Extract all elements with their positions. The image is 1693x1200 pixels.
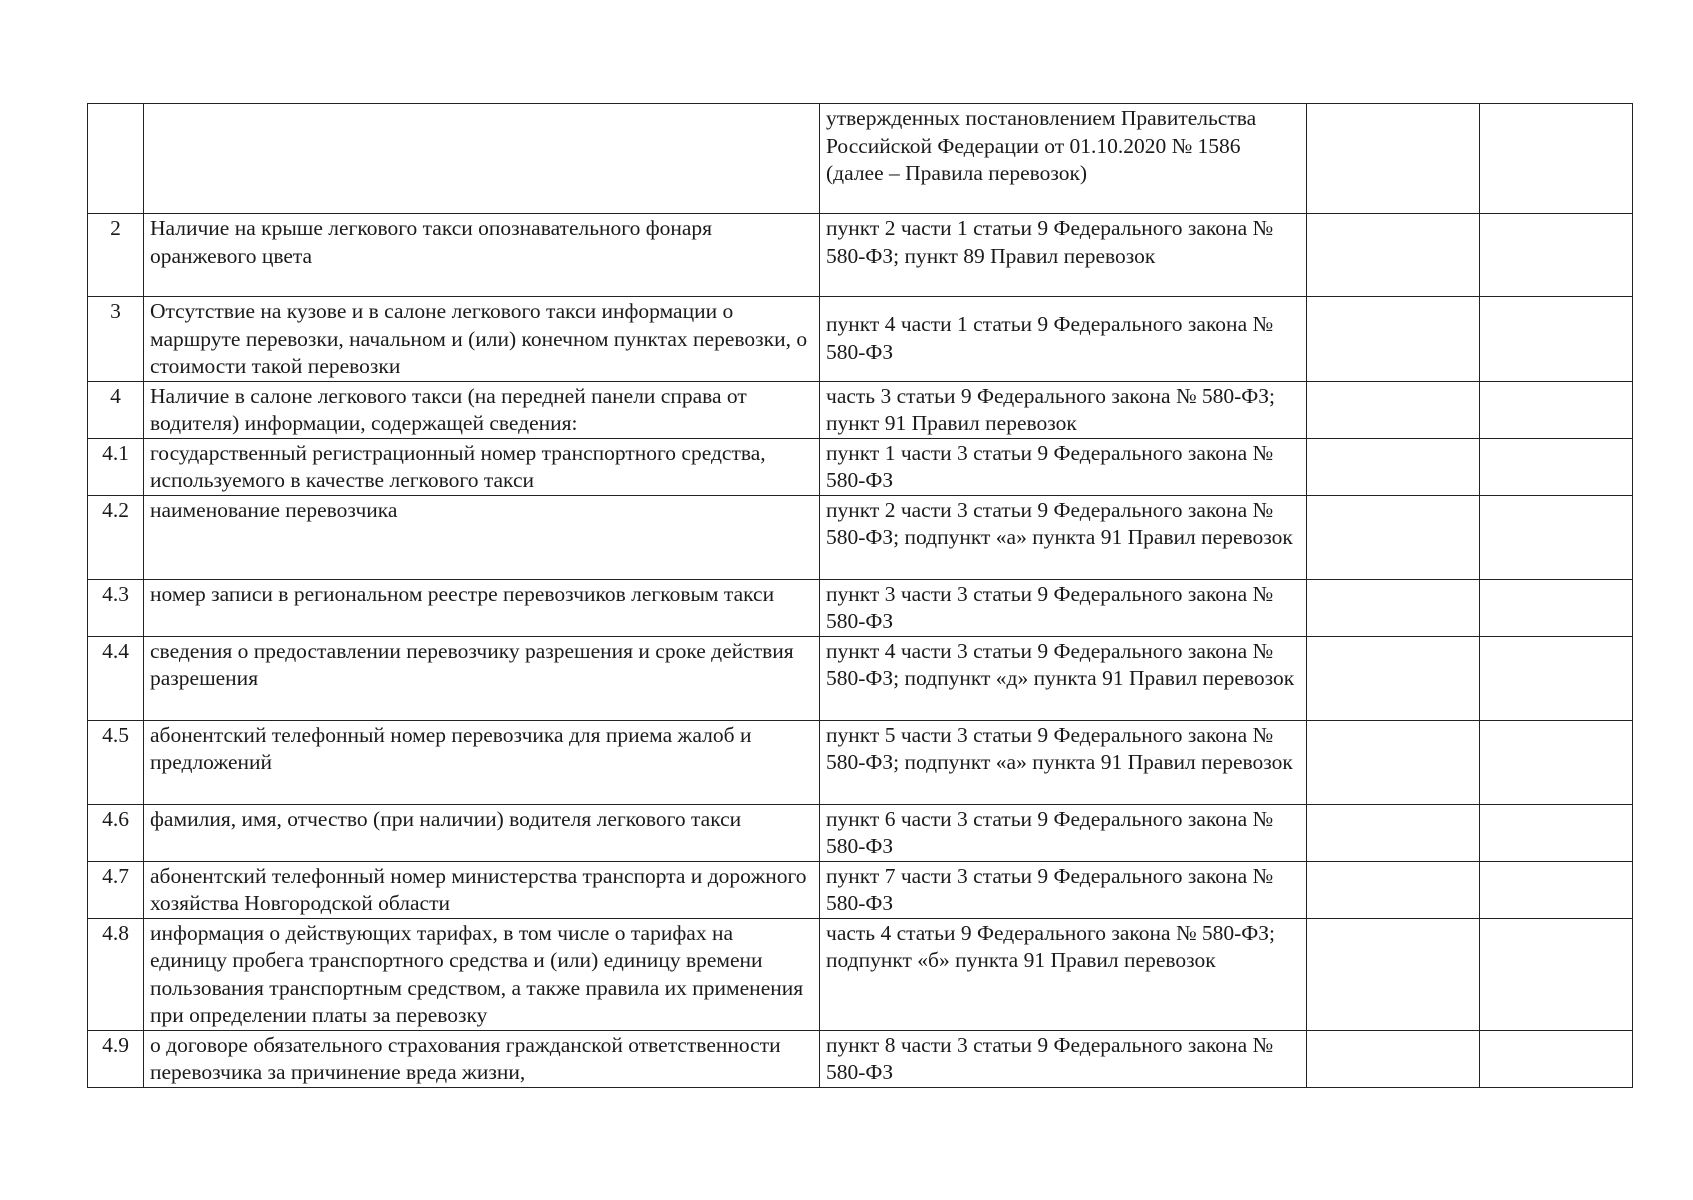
empty-cell [1307, 104, 1480, 214]
requirement-cell: Отсутствие на кузове и в салоне легкового такси информации о маршруте перевозки, начальном и (или) конечном пунктах перевозки, о стоимости такой перевозки [144, 297, 820, 382]
empty-cell [1480, 861, 1633, 918]
requirement-cell: номер записи в региональном реестре перевозчиков легковым такси [144, 579, 820, 636]
table-row [88, 579, 1633, 636]
table-row [88, 720, 1633, 804]
row-number: 4.2 [88, 495, 144, 579]
row-number: 4.1 [88, 438, 144, 495]
requirement-cell: абонентский телефонный номер перевозчика для приема жалоб и предложений [144, 720, 820, 804]
table-row [88, 861, 1633, 918]
row-number: 4.6 [88, 804, 144, 861]
table-row [88, 297, 1633, 382]
table-row [88, 804, 1633, 861]
empty-cell [1480, 214, 1633, 297]
empty-cell [1480, 636, 1633, 720]
table-row [88, 495, 1633, 579]
requirement-cell: сведения о предоставлении перевозчику разрешения и сроке действия разрешения [144, 636, 820, 720]
legal-reference-cell: часть 3 статьи 9 Федерального закона № 580-ФЗ; пункт 91 Правил перевозок [820, 381, 1307, 438]
empty-cell [1307, 918, 1480, 1030]
empty-cell [1480, 720, 1633, 804]
empty-cell [1480, 579, 1633, 636]
legal-reference-cell: пункт 5 части 3 статьи 9 Федерального закона № 580-ФЗ; подпункт «а» пункта 91 Правил перевозок [820, 720, 1307, 804]
legal-reference-cell: пункт 4 части 3 статьи 9 Федерального закона № 580-ФЗ; подпункт «д» пункта 91 Правил перевозок [820, 636, 1307, 720]
empty-cell [1480, 297, 1633, 382]
table-row [88, 214, 1633, 297]
empty-cell [1307, 861, 1480, 918]
empty-cell [1307, 1030, 1480, 1087]
empty-cell [1480, 918, 1633, 1030]
table-row [88, 438, 1633, 495]
empty-cell [1480, 804, 1633, 861]
requirement-cell: государственный регистрационный номер транспортного средства, используемого в качестве легкового такси [144, 438, 820, 495]
legal-reference-cell: пункт 8 части 3 статьи 9 Федерального закона № 580-ФЗ [820, 1030, 1307, 1087]
requirement-cell: абонентский телефонный номер министерства транспорта и дорожного хозяйства Новгородской области [144, 861, 820, 918]
row-number: 3 [88, 297, 144, 382]
row-number: 4.3 [88, 579, 144, 636]
requirement-cell: фамилия, имя, отчество (при наличии) водителя легкового такси [144, 804, 820, 861]
row-number: 4.7 [88, 861, 144, 918]
empty-cell [1480, 438, 1633, 495]
requirement-cell: Наличие на крыше легкового такси опознавательного фонаря оранжевого цвета [144, 214, 820, 297]
empty-cell [1307, 381, 1480, 438]
empty-cell [1480, 381, 1633, 438]
empty-cell [1307, 438, 1480, 495]
row-number: 4.9 [88, 1030, 144, 1087]
empty-cell [1307, 720, 1480, 804]
legal-reference-cell: утвержденных постановлением Правительства Российской Федерации от 01.10.2020 № 1586 (далее – Правила перевозок) [820, 104, 1307, 214]
row-number: 4 [88, 381, 144, 438]
legal-reference-cell: пункт 2 части 1 статьи 9 Федерального закона № 580-ФЗ; пункт 89 Правил перевозок [820, 214, 1307, 297]
legal-reference-cell: пункт 1 части 3 статьи 9 Федерального закона № 580-ФЗ [820, 438, 1307, 495]
requirement-cell: информация о действующих тарифах, в том числе о тарифах на единицу пробега транспортного средства и (или) единицу времени пользования транспортным средством, а также правила их применения при определении платы за перевозку [144, 918, 820, 1030]
table-row [88, 104, 1633, 214]
row-number: 2 [88, 214, 144, 297]
table-row [88, 381, 1633, 438]
requirement-cell [144, 104, 820, 214]
legal-reference-cell: пункт 4 части 1 статьи 9 Федерального закона № 580-ФЗ [820, 297, 1307, 382]
requirement-cell: наименование перевозчика [144, 495, 820, 579]
empty-cell [1480, 495, 1633, 579]
empty-cell [1480, 1030, 1633, 1087]
requirements-table [87, 103, 1633, 1088]
empty-cell [1307, 636, 1480, 720]
empty-cell [1307, 579, 1480, 636]
empty-cell [1307, 804, 1480, 861]
requirement-cell: о договоре обязательного страхования гражданской ответственности перевозчика за причинение вреда жизни, [144, 1030, 820, 1087]
row-number [88, 104, 144, 214]
row-number: 4.4 [88, 636, 144, 720]
table-row [88, 1030, 1633, 1087]
row-number: 4.8 [88, 918, 144, 1030]
empty-cell [1307, 214, 1480, 297]
table-row [88, 918, 1633, 1030]
legal-reference-cell: пункт 7 части 3 статьи 9 Федерального закона № 580-ФЗ [820, 861, 1307, 918]
empty-cell [1307, 297, 1480, 382]
table-row [88, 636, 1633, 720]
legal-reference-cell: пункт 2 части 3 статьи 9 Федерального закона № 580-ФЗ; подпункт «а» пункта 91 Правил перевозок [820, 495, 1307, 579]
empty-cell [1480, 104, 1633, 214]
legal-reference-cell: пункт 6 части 3 статьи 9 Федерального закона № 580-ФЗ [820, 804, 1307, 861]
row-number: 4.5 [88, 720, 144, 804]
requirement-cell: Наличие в салоне легкового такси (на передней панели справа от водителя) информации, содержащей сведения: [144, 381, 820, 438]
legal-reference-cell: часть 4 статьи 9 Федерального закона № 580-ФЗ; подпункт «б» пункта 91 Правил перевозок [820, 918, 1307, 1030]
legal-reference-cell: пункт 3 части 3 статьи 9 Федерального закона № 580-ФЗ [820, 579, 1307, 636]
empty-cell [1307, 495, 1480, 579]
